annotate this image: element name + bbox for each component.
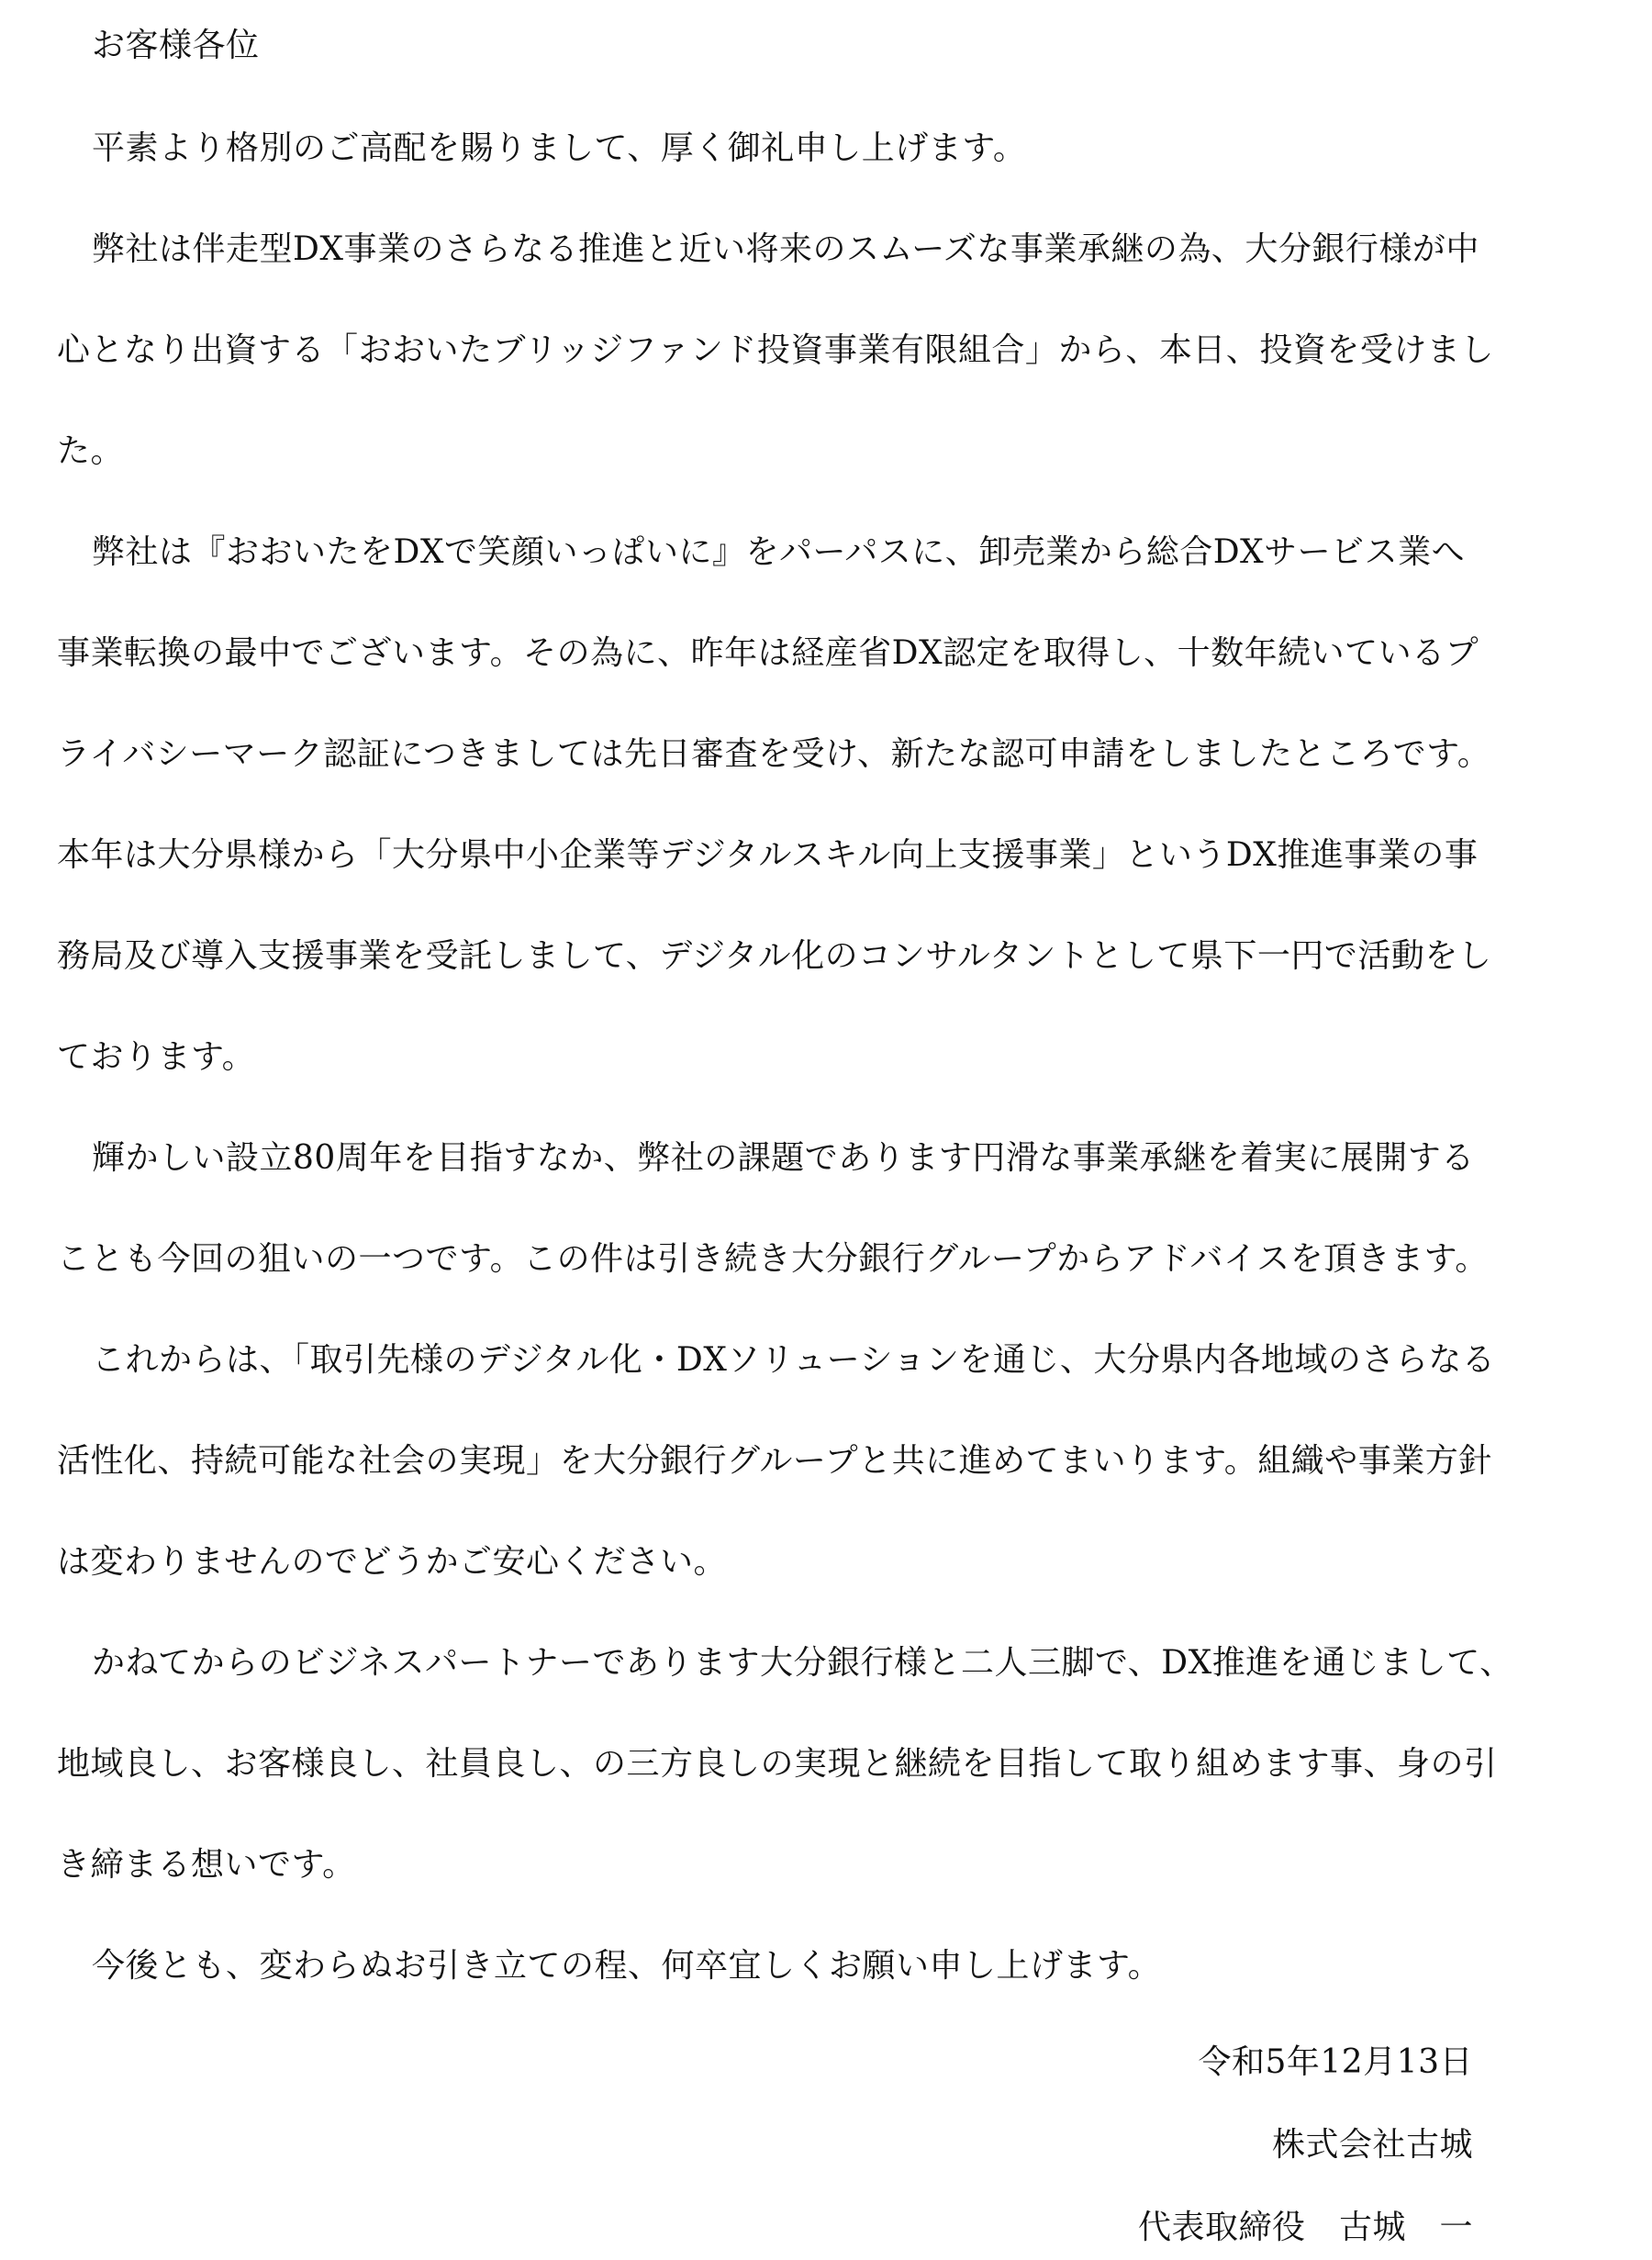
paragraph-2-line-5: 務局及び導入支援事業を受託しまして、デジタル化のコンサルタントとして県下一円で活動をし bbox=[57, 937, 1492, 975]
closing-line: 今後とも、変わらぬお引き立ての程、何卒宜しくお願い申し上げます。 bbox=[92, 1947, 1162, 1985]
paragraph-1-line-1: 弊社は伴走型DX事業のさらなる推進と近い将来のスムーズな事業承継の為、大分銀行様が中 bbox=[92, 230, 1479, 268]
paragraph-4-line-2: 活性化、持続可能な社会の実現」を大分銀行グループと共に進めてまいります。組織や事業方針 bbox=[57, 1442, 1492, 1480]
paragraph-2-line-2: 事業転換の最中でございます。その為に、昨年は経産省DX認定を取得し、十数年続いているプ bbox=[57, 634, 1479, 672]
greeting-line: 平素より格別のご高配を賜りまして、厚く御礼申し上げます。 bbox=[92, 129, 1027, 167]
paragraph-3-line-1: 輝かしい設立80周年を目指すなか、弊社の課題であります円滑な事業承継を着実に展開する bbox=[92, 1139, 1475, 1177]
paragraph-4-line-1: これからは、「取引先様のデジタル化・DXソリューションを通じ、大分県内各地域のさらなる bbox=[92, 1341, 1496, 1379]
company-name: 株式会社古城 bbox=[1271, 2126, 1473, 2164]
paragraph-5-line-3: き締まる想いです。 bbox=[57, 1846, 356, 1884]
paragraph-5-line-1: かねてからのビジネスパートナーであります大分銀行様と二人三脚で、DX推進を通じまして、 bbox=[92, 1644, 1513, 1682]
salutation: お客様各位 bbox=[92, 27, 260, 64]
paragraph-1-line-2: 心となり出資する「おおいたブリッジファンド投資事業有限組合」から、本日、投資を受けまし bbox=[57, 331, 1494, 369]
paragraph-2-line-6: ております。 bbox=[57, 1038, 256, 1076]
paragraph-2-line-1: 弊社は『おおいたをDXで笑顔いっぱいに』をパーパスに、卸売業から総合DXサービス業へ bbox=[92, 533, 1466, 571]
paragraph-1-line-3: た。 bbox=[57, 432, 125, 470]
paragraph-3-line-2: ことも今回の狙いの一つです。この件は引き続き大分銀行グループからアドバイスを頂きます。 bbox=[57, 1240, 1489, 1278]
paragraph-2-line-4: 本年は大分県様から「大分県中小企業等デジタルスキル向上支援事業」というDX推進事業の事 bbox=[57, 836, 1479, 874]
signatory: 代表取締役 古城 一 bbox=[1137, 2209, 1473, 2246]
paragraph-4-line-3: は変わりませんのでどうかご安心ください。 bbox=[57, 1543, 728, 1581]
paragraph-2-line-3: ライバシーマーク認証につきましては先日審査を受け、新たな認可申請をしましたところです。 bbox=[57, 735, 1491, 773]
paragraph-5-line-2: 地域良し、お客様良し、社員良し、の三方良しの実現と継続を目指して取り組めます事、身の引 bbox=[57, 1745, 1498, 1783]
letter-date: 令和5年12月13日 bbox=[1198, 2043, 1473, 2081]
